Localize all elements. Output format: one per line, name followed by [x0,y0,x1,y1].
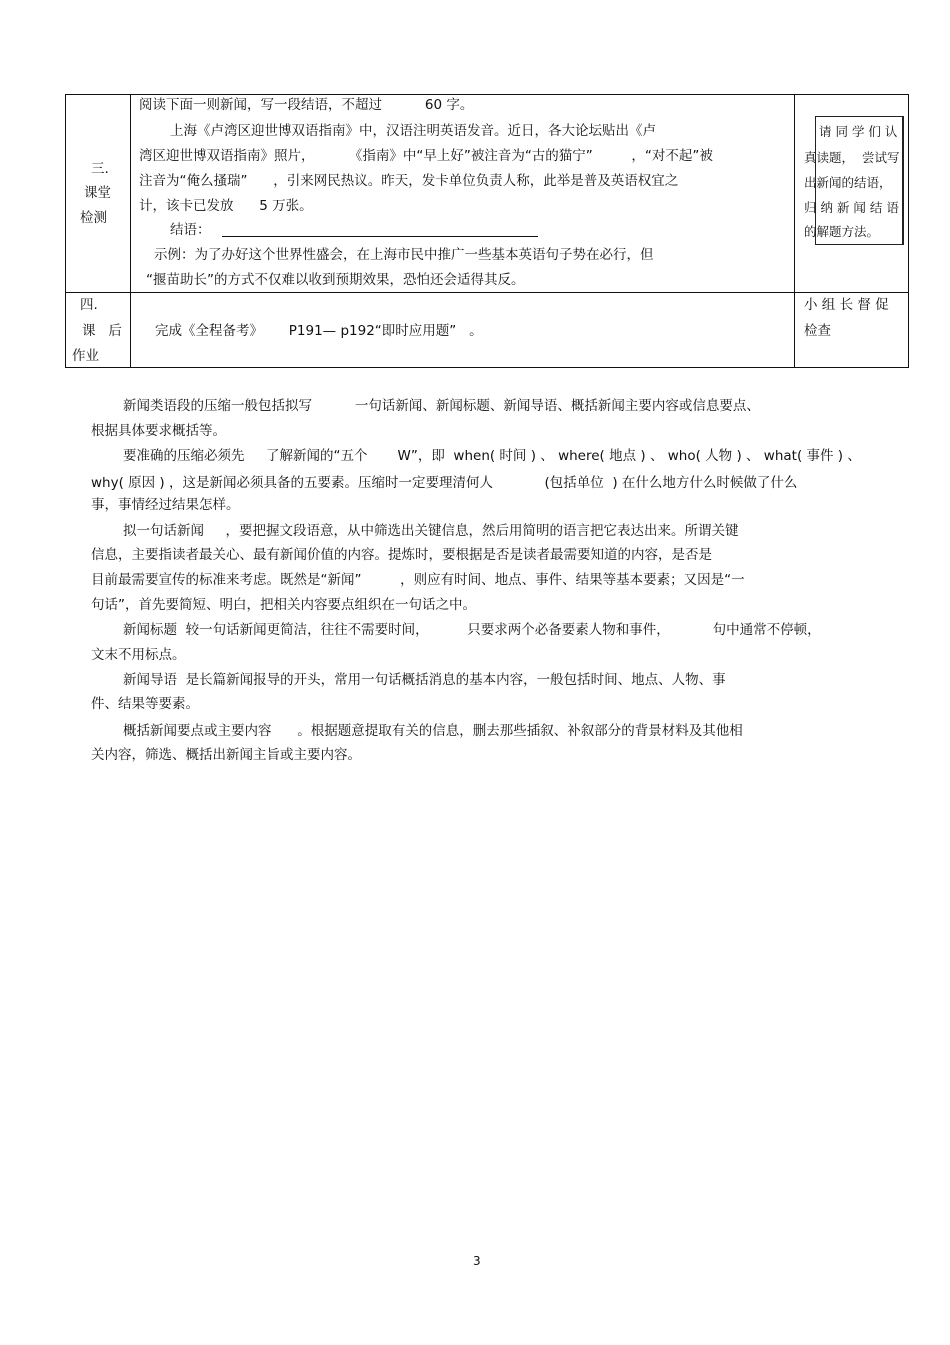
row3-note-line-5: 的解题方法。 [804,224,880,239]
row4-note-line-2: 检查 [804,323,831,339]
row3-instruction: 阅读下面一则新闻，写一段结语，不超过 60 字。 [139,97,474,113]
page-number: 3 [473,1254,481,1268]
para-2-line-2: why( 原因 ) ，这是新闻必须具备的五要素。压缩时一定要理清何人 (包括单位 ) 在什么地方什么时候做了什么 [91,475,798,491]
row3-news-line-2: 湾区迎世博双语指南》照片， 《指南》中“早上好”被注音为“古的猫宁” ，“对不起”被 [139,148,713,164]
row3-example-line-1: 示例：为了办好这个世界性盛会，在上海市民中推广一些基本英语句子势在必行，但 [154,247,654,263]
para-1-line-1: 新闻类语段的压缩一般包括拟写 一句话新闻、新闻标题、新闻导语、概括新闻主要内容或信息要点、 [123,398,760,414]
row3-label-3: 检测 [80,210,107,226]
row3-note-line-3: 出新闻的结语， [804,175,892,190]
para-3-line-4: 句话”，首先要简短、明白，把相关内容要点组织在一句话之中。 [91,597,476,613]
row3-conclusion-label: 结语： [170,222,211,238]
row3-example-line-2: “揠苗助长”的方式不仅难以收到预期效果，恐怕还会适得其反。 [146,272,525,288]
table-col-divider-1 [130,94,131,368]
para-3-line-1: 拟一句话新闻 ，要把握文段语意，从中筛选出关键信息，然后用简明的语言把它表达出来。所谓关键 [123,523,739,539]
para-2-line-1: 要准确的压缩必须先 了解新闻的“五个 W”，即 when( 时间 ) 、 where( 地点 ) 、 who( 人物 ) 、 what( 事件 ) 、 [123,448,861,464]
row3-news-line-4: 计，该卡已发放 5 万张。 [139,198,313,214]
para-3-line-2: 信息，主要指读者最关心、最有新闻价值的内容。提炼时，要根据是否是读者最需要知道的内容，是否是 [91,547,712,563]
table-border-right [908,94,909,368]
row4-label-1: 四. [80,297,98,313]
table-border-bottom [65,367,909,368]
para-2-line-3: 事，事情经过结果怎样。 [91,497,240,513]
para-1-line-2: 根据具体要求概括等。 [91,423,226,439]
row4-label-3: 作业 [72,348,99,364]
row4-homework: 完成《全程备考》 P191— p192“即时应用题” 。 [155,323,483,339]
row3-label-2: 课堂 [84,185,111,201]
table-col-divider-2 [794,94,795,368]
para-6-line-1: 概括新闻要点或主要内容 。根据题意提取有关的信息，删去那些插叙、补叙部分的背景材料及其他相 [123,723,743,739]
para-4-line-1: 新闻标题 较一句话新闻更简洁，往往不需要时间， 只要求两个必备要素人物和事件， 句中通常不停顿， [123,622,821,638]
row3-news-line-3: 注音为“俺么搔瑞” ，引来网民热议。昨天，发卡单位负责人称，此举是普及英语权宜之 [139,173,679,189]
row4-label-2: 课 后 [82,323,122,339]
row4-note-line-1: 小 组 长 督 促 [804,297,889,313]
table-border-top [65,94,909,95]
para-5-line-2: 件、结果等要素。 [91,696,199,712]
row3-note-line-1: 请 同 学 们 认 [819,124,898,139]
para-3-line-3: 目前最需要宣传的标准来考虑。既然是“新闻” ，则应有时间、地点、事件、结果等基本要素；又因是“一 [91,572,745,588]
table-row-divider [65,292,909,293]
para-5-line-1: 新闻导语 是长篇新闻报导的开头，常用一句话概括消息的基本内容，一般包括时间、地点、人物、事 [123,672,726,688]
row3-note-line-4: 归 纳 新 闻 结 语 [804,200,899,215]
table-border-left [65,94,66,368]
row3-label-1: 三. [91,161,109,177]
conclusion-answer-line [222,236,538,237]
para-4-line-2: 文末不用标点。 [91,647,186,663]
row3-note-line-2: 真读题， 尝试写 [804,150,900,165]
row3-news-line-1: 上海《卢湾区迎世博双语指南》中，汉语注明英语发音。近日，各大论坛贴出《卢 [170,123,656,139]
para-6-line-2: 关内容，筛选、概括出新闻主旨或主要内容。 [91,747,361,763]
